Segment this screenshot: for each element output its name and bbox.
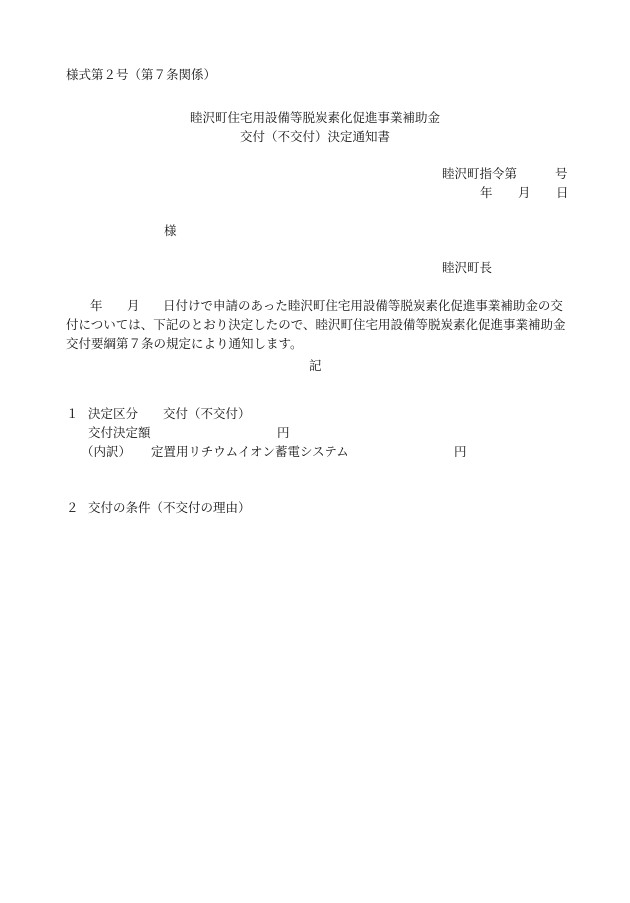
document-number-suffix: 号 <box>555 166 568 181</box>
title-line-1: 睦沢町住宅用設備等脱炭素化促進事業補助金 <box>190 110 441 125</box>
amount-unit: 円 <box>277 425 290 440</box>
issuer-name: 睦沢町長 <box>442 260 493 275</box>
body-month: 月 <box>127 298 140 313</box>
item-2-number: ２ <box>66 500 79 515</box>
date-year: 年 <box>480 185 493 200</box>
item-1-number: １ <box>66 406 79 421</box>
body-year: 年 <box>90 298 103 313</box>
date-month: 月 <box>518 185 531 200</box>
body-line-2: 付については、下記のとおり決定したので、睦沢町住宅用設備等脱炭素化促進事業補助金 <box>66 317 566 332</box>
date-day: 日 <box>556 185 569 200</box>
document-number-label: 睦沢町指令第 <box>442 166 518 181</box>
body-line-3: 交付要綱第７条の規定により通知します。 <box>66 336 303 351</box>
ki-heading: 記 <box>309 358 322 373</box>
breakdown-label: （内訳） <box>81 444 132 459</box>
breakdown-unit: 円 <box>454 444 467 459</box>
item-1-label: 決定区分 <box>88 406 139 421</box>
title-line-2: 交付（不交付）決定通知書 <box>240 129 391 144</box>
amount-label: 交付決定額 <box>88 425 151 440</box>
body-line-1: 日付けで申請のあった睦沢町住宅用設備等脱炭素化促進事業補助金の交 <box>163 298 563 313</box>
item-1-value: 交付（不交付） <box>163 406 251 421</box>
form-number: 様式第２号（第７条関係） <box>66 67 217 82</box>
breakdown-item: 定置用リチウムイオン蓄電システム <box>151 444 349 459</box>
item-2-label: 交付の条件（不交付の理由） <box>88 500 251 515</box>
addressee-honorific: 様 <box>164 223 177 238</box>
